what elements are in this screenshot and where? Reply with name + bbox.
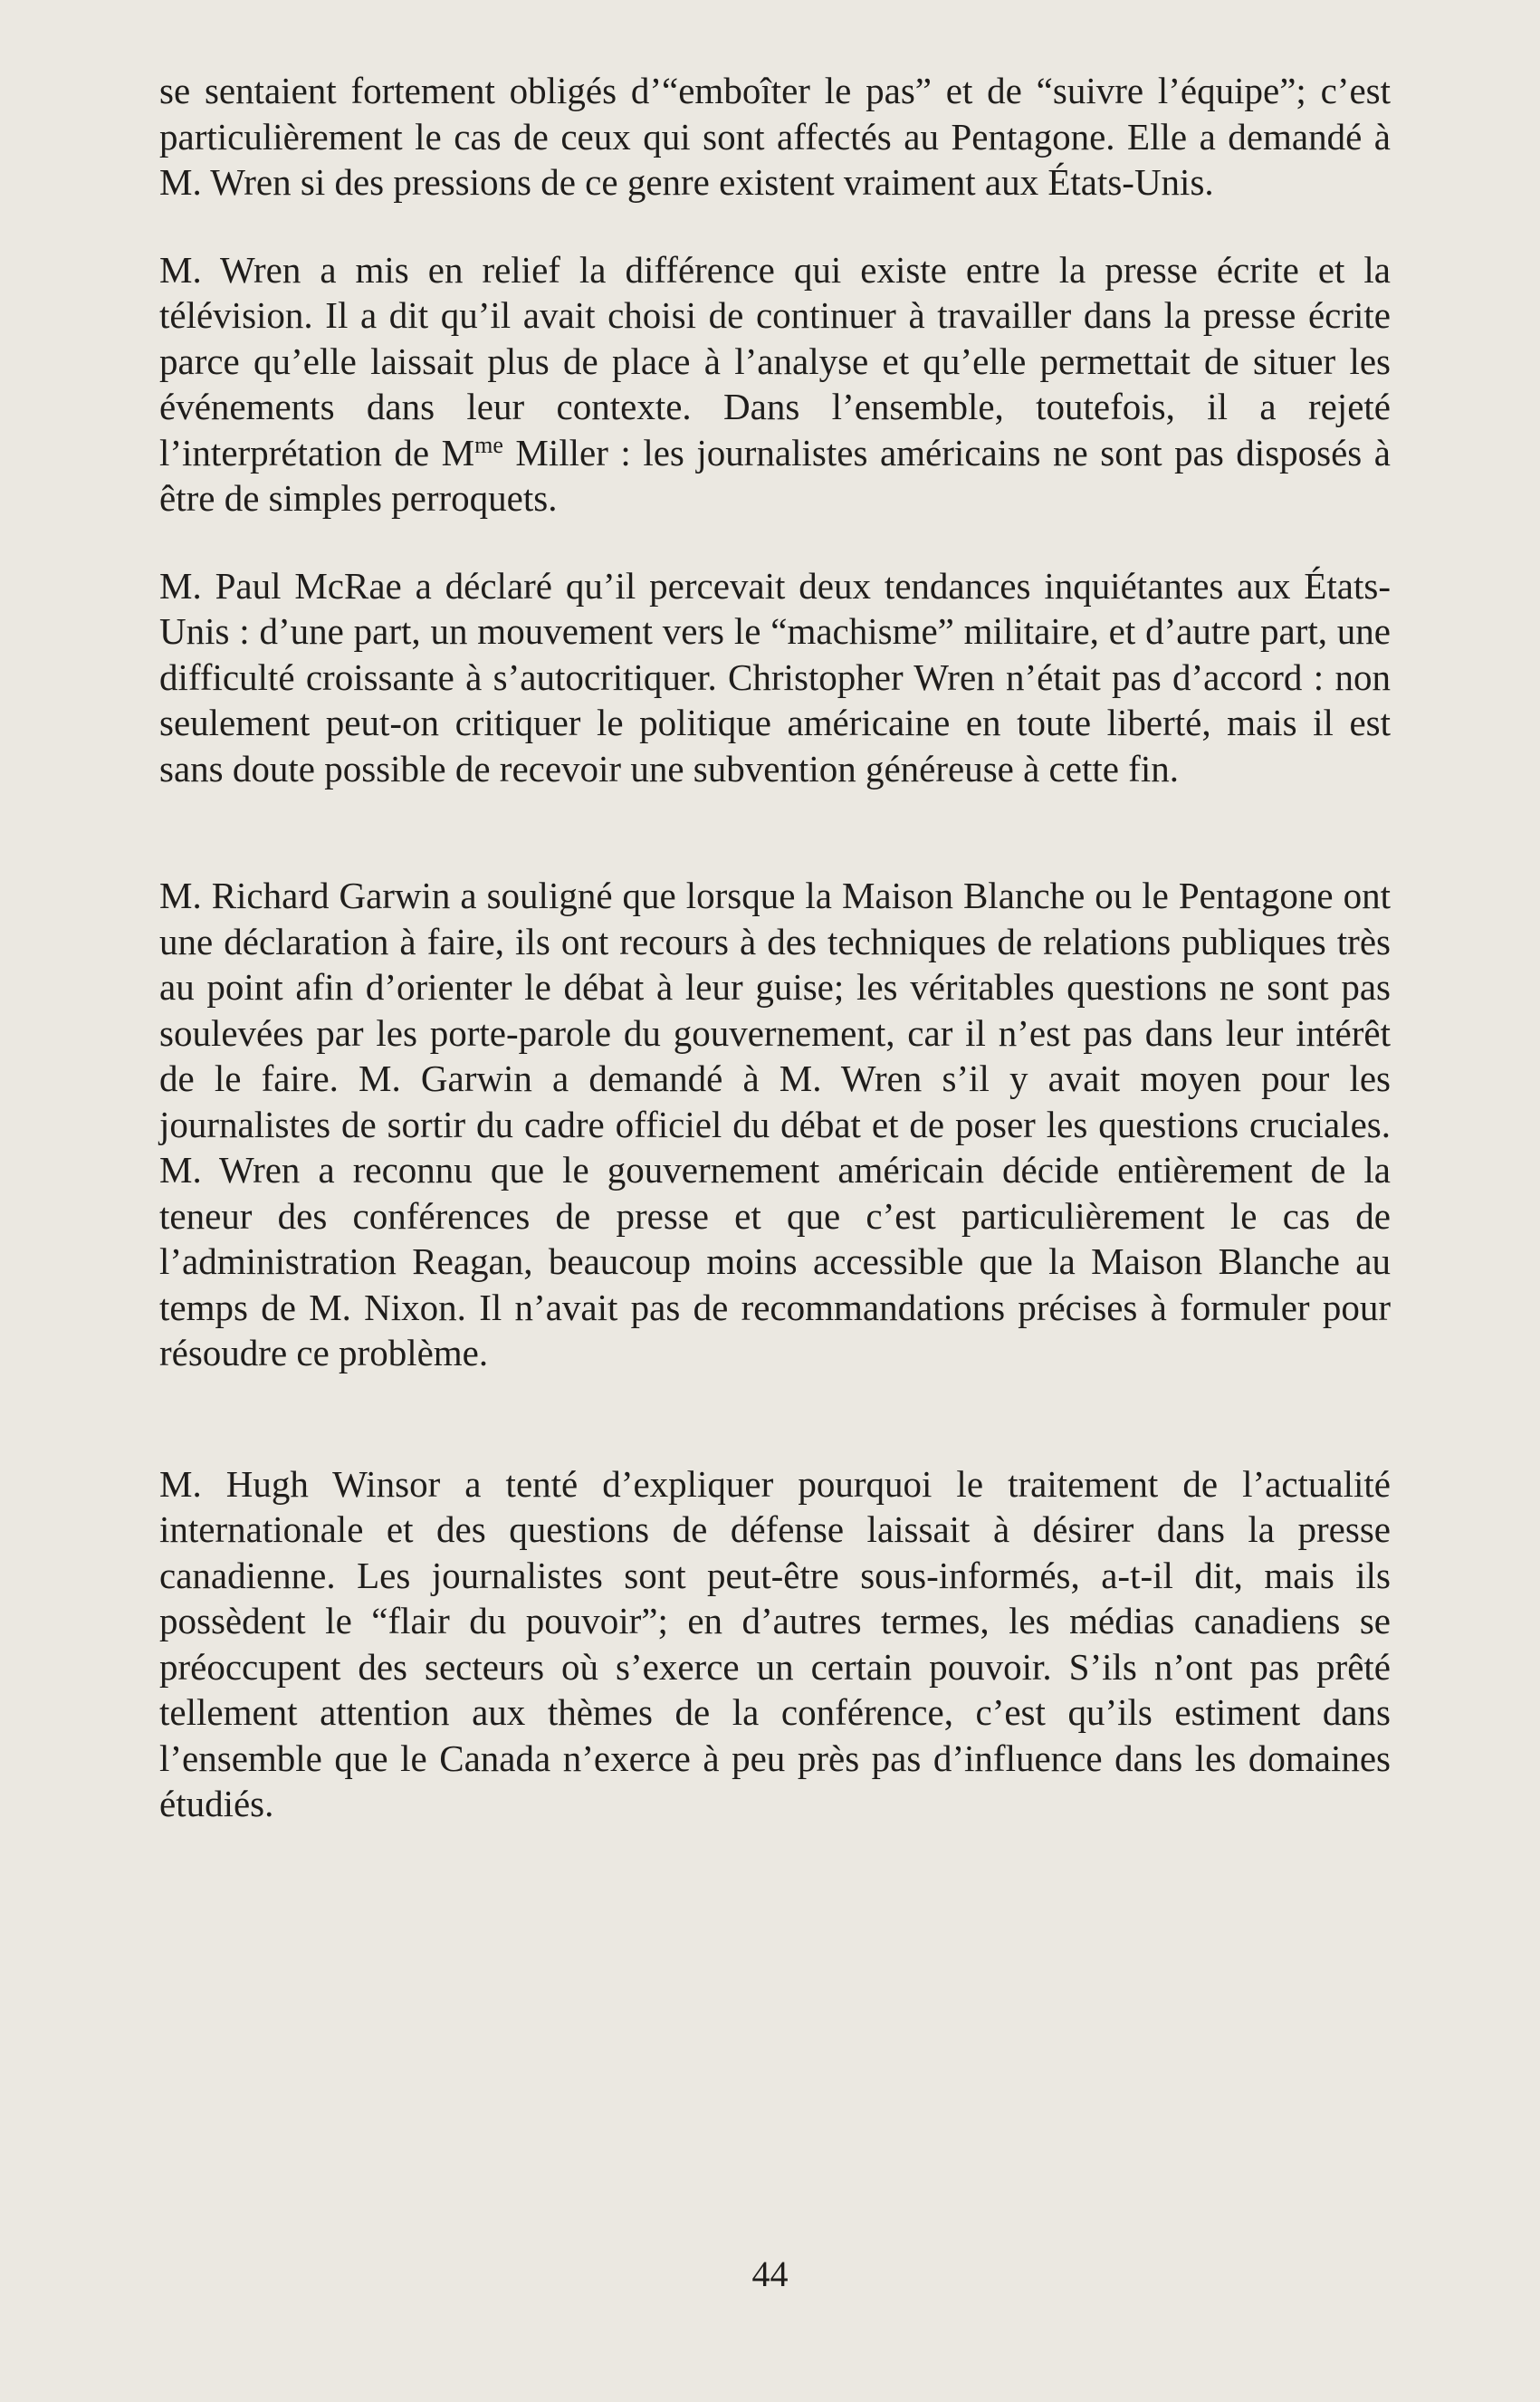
superscript-text: me (474, 431, 503, 458)
paragraph: M. Hugh Winsor a tenté d’expliquer pourquoi le traitement de l’actualité internationale et des questions de défense laissait à désirer dans la presse canadienne. Les journalistes sont peut-être sous-informés, a-t-il dit, mais ils possèdent le “flair du pouvoir”; en d’autres termes, les médias canadiens se préoccupent des secteurs où s’exerce un certain pouvoir. S’ils n’ont pas prêté tellement attention aux thèmes de la conférence, c’est qu’ils estiment dans l’ensemble que le Canada n’exerce à peu près pas d’influence dans les domaines étudiés. (159, 1462, 1391, 1824)
paragraph: se sentaient fortement obligés d’“emboîter le pas” et de “suivre l’équipe”; c’est particulièrement le cas de ceux qui sont affectés au Pentagone. Elle a demandé à M. Wren si des pressions de ce genre existent vraiment aux États-Unis. (159, 70, 1391, 203)
paragraph-text: Miller : les journalistes américains ne sont pas disposés à être de simples perroquets. (159, 431, 1391, 519)
page-number: 44 (751, 2254, 789, 2294)
paragraph: M. Richard Garwin a souligné que lorsque la Maison Blanche ou le Pentagone ont une déclaration à faire, ils ont recours à des techniques de relations publiques très au point afin d’orienter le débat à leur guise; les véritables questions ne sont pas soulevées par les porte-parole du gouvernement, car il n’est pas dans leur intérêt de le faire. M. Garwin a demandé à M. Wren s’il y avait moyen pour les journalistes de sortir du cadre officiel du débat et de poser les questions cruciales. M. Wren a reconnu que le gouvernement américain décide entièrement de la teneur des conférences de presse et que c’est particulièrement le cas de l’administration Reagan, beaucoup moins accessible que la Maison Blanche au temps de M. Nixon. Il n’avait pas de recommandations précises à formuler pour résoudre ce problème. (159, 875, 1391, 1373)
paragraph (159, 247, 1391, 522)
paragraph-text: M. Wren a mis en relief la différence qui existe entre la presse écrite et la télévision. Il a dit qu’il avait choisi de continuer à travailler dans la presse écrite parce qu’elle laissait plus de place à l’analyse et qu’elle permettait de situer les événements dans leur contexte. Dans l’ensemble, toutefois, il a rejeté l’interprétation de M (159, 248, 1391, 474)
body-text (159, 68, 1391, 1827)
paragraph: M. Paul McRae a déclaré qu’il percevait deux tendances inquiétantes aux États-Unis : d’une part, un mouvement vers le “machisme” militaire, et d’autre part, une difficulté croissante à s’autocritiquer. Christopher Wren n’était pas d’accord : non seulement peut-on critiquer le politique américaine en toute liberté, mais il est sans doute possible de recevoir une subvention généreuse à cette fin. (159, 564, 1391, 790)
